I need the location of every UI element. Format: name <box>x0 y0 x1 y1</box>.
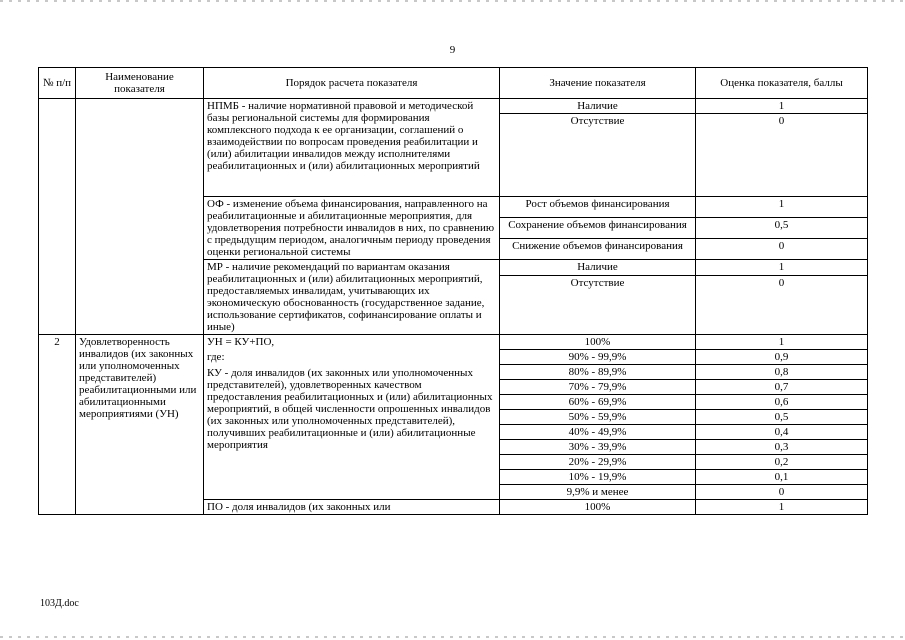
of-score-1: 1 <box>696 197 868 218</box>
row2-where: где: <box>207 351 225 363</box>
ku-score-7: 0,4 <box>696 425 868 440</box>
header-name: Наименование показателя <box>76 68 204 99</box>
ku-score-3: 0,8 <box>696 365 868 380</box>
npmb-value-2: Отсутствие <box>500 114 696 197</box>
ku-value-5: 60% - 69,9% <box>500 395 696 410</box>
ku-value-10: 10% - 19,9% <box>500 470 696 485</box>
of-value-1: Рост объемов финансирования <box>500 197 696 218</box>
ku-value-9: 20% - 29,9% <box>500 455 696 470</box>
row1-name-cell <box>76 99 204 335</box>
npmb-score-1: 1 <box>696 99 868 114</box>
row1-number-cell <box>39 99 76 335</box>
mr-value-2: Отсутствие <box>500 276 696 335</box>
ku-value-8: 30% - 39,9% <box>500 440 696 455</box>
ku-value-7: 40% - 49,9% <box>500 425 696 440</box>
row2-ku-description <box>204 335 500 500</box>
mr-value-1: Наличие <box>500 260 696 276</box>
mr-description: МР - наличие рекомендаций по вариантам оказания реабилитационных и (или) абилитационных мероприятий, предоставляемых инвалидам, учитывающих их экономическую обоснованность (государственное задание, использование сертификатов, софинансирование оплаты и иные) <box>204 260 500 335</box>
scan-noise-bottom <box>0 636 905 638</box>
ku-score-10: 0,1 <box>696 470 868 485</box>
scan-noise-top <box>0 0 905 2</box>
npmb-description: НПМБ - наличие нормативной правовой и методической базы региональной системы для формирования комплексного подхода к ее организации, соглашений о взаимодействии по вопросам проведения реабилитации и (или) абилитации инвалидов между исполнителями реабилитационных и (или) абилитационных мероприятий <box>204 99 500 197</box>
ku-value-4: 70% - 79,9% <box>500 380 696 395</box>
of-value-2: Сохранение объемов финансирования <box>500 218 696 239</box>
npmb-score-2: 0 <box>696 114 868 197</box>
table-row <box>39 99 868 114</box>
row2-name: Удовлетворенность инвалидов (их законных или уполномоченных представителей) реабилитационными или абилитационными мероприятиями (УН) <box>76 335 204 515</box>
footer-filename: 103Д.doc <box>40 598 79 609</box>
ku-value-1: 100% <box>500 335 696 350</box>
row2-ku-text: КУ - доля инвалидов (их законных или уполномоченных представителей), удовлетворенных качеством предоставления реабилитационных и (или) абилитационных мероприятий, в общей численности опрошенных инвалидов (их законных или уполномоченных представителей), получивших реабилитационные и (или) абилитационные мероприятия <box>207 367 493 451</box>
row2-formula: УН = КУ+ПО, <box>207 336 275 348</box>
row2-po-description: ПО - доля инвалидов (их законных или <box>204 500 500 515</box>
ku-value-6: 50% - 59,9% <box>500 410 696 425</box>
ku-score-2: 0,9 <box>696 350 868 365</box>
indicator-table <box>38 67 868 515</box>
header-number: № п/п <box>39 68 76 99</box>
table-row <box>39 335 868 350</box>
ku-score-11: 0 <box>696 485 868 500</box>
of-score-2: 0,5 <box>696 218 868 239</box>
row2-number: 2 <box>39 335 76 515</box>
ku-value-11: 9,9% и менее <box>500 485 696 500</box>
ku-value-3: 80% - 89,9% <box>500 365 696 380</box>
ku-score-8: 0,3 <box>696 440 868 455</box>
ku-score-6: 0,5 <box>696 410 868 425</box>
header-calculation: Порядок расчета показателя <box>204 68 500 99</box>
header-value: Значение показателя <box>500 68 696 99</box>
table-header-row <box>39 68 868 99</box>
ku-score-1: 1 <box>696 335 868 350</box>
page-number: 9 <box>449 44 456 56</box>
ku-score-4: 0,7 <box>696 380 868 395</box>
ku-score-9: 0,2 <box>696 455 868 470</box>
ku-score-5: 0,6 <box>696 395 868 410</box>
po-value-1: 100% <box>500 500 696 515</box>
ku-value-2: 90% - 99,9% <box>500 350 696 365</box>
po-score-1: 1 <box>696 500 868 515</box>
of-value-3: Снижение объемов финансирования <box>500 239 696 260</box>
header-score: Оценка показателя, баллы <box>696 68 868 99</box>
mr-score-2: 0 <box>696 276 868 335</box>
of-score-3: 0 <box>696 239 868 260</box>
mr-score-1: 1 <box>696 260 868 276</box>
of-description: ОФ - изменение объема финансирования, направленного на реабилитационные и абилитационные мероприятия, для удовлетворения потребности инвалидов в них, по сравнению с предыдущим периодом, аналогичным периоду проведения оценки региональной системы <box>204 197 500 260</box>
npmb-value-1: Наличие <box>500 99 696 114</box>
